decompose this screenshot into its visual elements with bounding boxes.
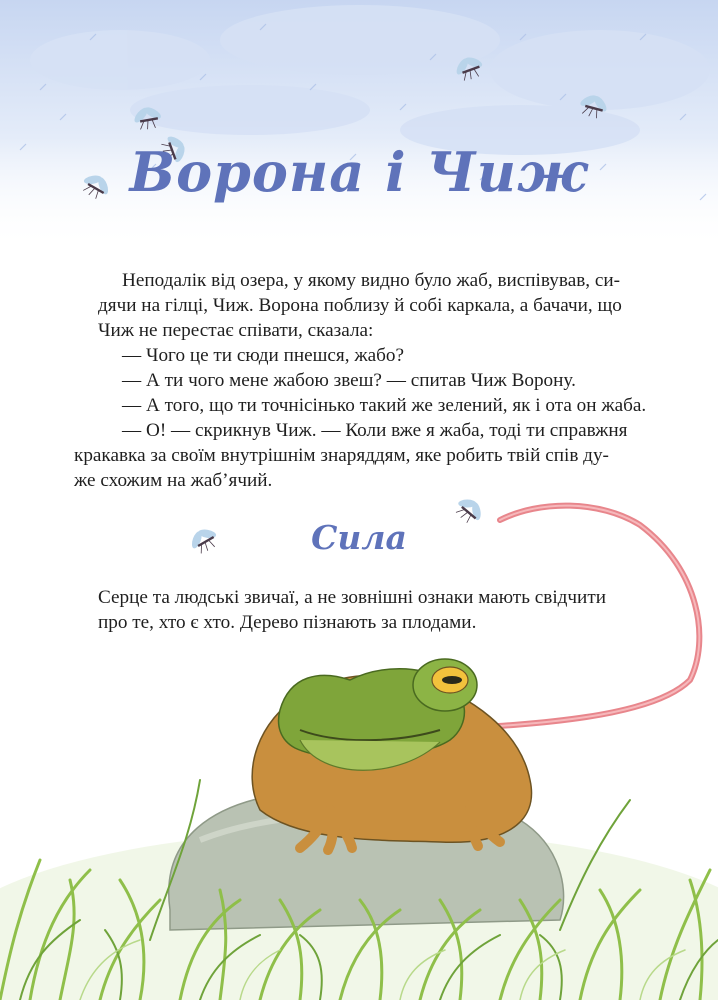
- text-line: — А ти чого мене жабою звеш? — спитав Чиж Ворону.: [122, 370, 576, 391]
- text-line: кракавка за своїм внутрішнім знаряддям, яке робить твій спів ду-: [74, 445, 609, 466]
- text-line: Чиж не перестає співати, сказала:: [98, 320, 374, 341]
- fable-text: [74, 268, 647, 493]
- sky-background: [0, 0, 718, 250]
- story-paragraph: [98, 268, 636, 343]
- dialogue-line: [98, 343, 636, 368]
- moral-heading: Сила: [311, 518, 407, 557]
- text-line: про те, хто є хто. Дерево пізнають за плодами.: [98, 612, 477, 633]
- frog-illustration: [0, 480, 718, 1000]
- dialogue-line: [98, 368, 636, 393]
- text-line: дячи на гілці, Чиж. Ворона поблизу й собі каркала, а бачачи, що: [98, 295, 622, 316]
- text-line: — О! — скрикнув Чиж. — Коли вже я жаба, тоді ти справжня: [122, 420, 628, 441]
- text-line: Серце та людські звичаї, а не зовнішні ознаки мають свідчити: [98, 587, 606, 608]
- text-line: Неподалік від озера, у якому видно було жаб, виспівував, си-: [122, 270, 621, 291]
- text-line: же схожим на жаб’ячий.: [74, 470, 273, 491]
- text-line: — А того, що ти точнісінько такий же зелений, як і ота он жаба.: [122, 395, 647, 416]
- frog: [252, 659, 531, 850]
- text-line: — Чого це ти сюди пнешся, жабо?: [122, 345, 404, 366]
- dialogue-line: [98, 393, 647, 418]
- moral-text: [98, 585, 638, 635]
- page-title: Ворона і Чиж: [129, 140, 589, 204]
